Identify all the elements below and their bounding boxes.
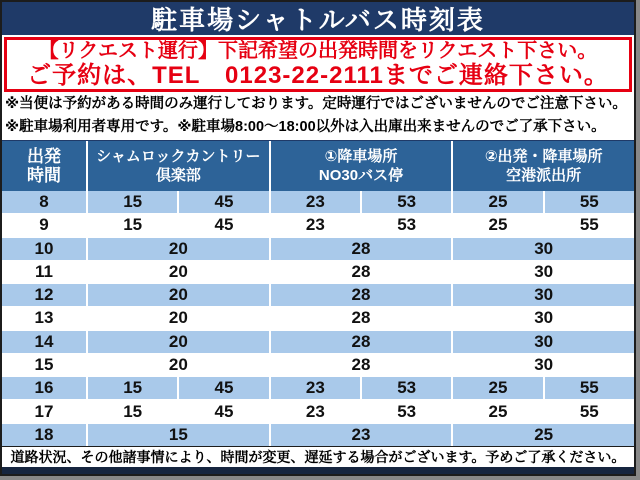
minute-cell: 15 (88, 377, 177, 399)
minute-cell: 15 (88, 214, 177, 236)
hour-cell: 15 (2, 354, 86, 376)
timetable-row (2, 191, 634, 213)
minute-cell: 30 (453, 284, 634, 306)
request-notice-phone-line: ご予約は、TEL 0123-22-2111までご連絡下さい。 (27, 62, 609, 89)
header-airport-police-box (453, 141, 634, 191)
minute-cell: 45 (179, 214, 268, 236)
hour-cell: 18 (2, 424, 86, 446)
header-departure-time (2, 141, 86, 191)
timetable-row (2, 307, 634, 329)
minute-cell: 55 (545, 400, 634, 422)
minute-cell: 23 (271, 424, 452, 446)
minute-cell: 45 (179, 400, 268, 422)
request-notice-line1: 【リクエスト運行】下記希望の出発時間をリクエスト下さい。 (38, 40, 598, 62)
minute-cell: 45 (179, 191, 268, 213)
header-shamrock-country-club (88, 141, 269, 191)
timetable-row (2, 400, 634, 422)
minute-cell: 23 (271, 214, 360, 236)
minute-cell: 20 (88, 238, 269, 260)
hour-cell: 9 (2, 214, 86, 236)
timetable (2, 140, 634, 446)
header-text: シャムロックカントリー (96, 148, 261, 165)
minute-cell: 30 (453, 261, 634, 283)
timetable-row (2, 331, 634, 353)
minute-cell: 55 (545, 377, 634, 399)
minute-cell: 30 (453, 307, 634, 329)
header-text: 倶楽部 (155, 167, 201, 184)
hour-cell: 16 (2, 377, 86, 399)
bottom-navy-bar (2, 467, 634, 474)
minute-cell: 28 (271, 331, 452, 353)
minute-cell: 28 (271, 238, 452, 260)
minute-cell: 30 (453, 331, 634, 353)
timetable-row (2, 354, 634, 376)
minute-cell: 20 (88, 354, 269, 376)
minute-cell: 25 (453, 214, 542, 236)
minute-cell: 28 (271, 307, 452, 329)
minute-cell: 30 (453, 238, 634, 260)
minute-cell: 25 (453, 400, 542, 422)
minute-cell: 28 (271, 284, 452, 306)
minute-cell: 53 (362, 400, 451, 422)
minute-cell: 20 (88, 284, 269, 306)
header-text: 空港派出所 (506, 167, 582, 184)
timetable-row (2, 238, 634, 260)
minute-cell: 23 (271, 400, 360, 422)
disclaimer-note-1: ※当便は予約がある時間のみ運行しております。定時運行ではございませんのでご注意下さい。 (5, 96, 627, 112)
timetable-body (2, 191, 634, 446)
minute-cell: 30 (453, 354, 634, 376)
page-title-bar (2, 2, 634, 35)
header-dropoff-no30-bus-stop (271, 141, 452, 191)
minute-cell: 15 (88, 400, 177, 422)
timetable-row (2, 424, 634, 446)
minute-cell: 20 (88, 261, 269, 283)
header-text: 時間 (27, 166, 61, 185)
hour-cell: 14 (2, 331, 86, 353)
minute-cell: 23 (271, 377, 360, 399)
minute-cell: 53 (362, 191, 451, 213)
hour-cell: 13 (2, 307, 86, 329)
minute-cell: 15 (88, 191, 177, 213)
minute-cell: 23 (271, 191, 360, 213)
minute-cell: 25 (453, 191, 542, 213)
hour-cell: 8 (2, 191, 86, 213)
minute-cell: 45 (179, 377, 268, 399)
header-text: 出発 (27, 147, 61, 166)
minute-cell: 15 (88, 424, 269, 446)
hour-cell: 10 (2, 238, 86, 260)
request-notice-box (4, 37, 632, 92)
minute-cell: 55 (545, 214, 634, 236)
disclaimer-note-2: ※駐車場利用者専用です。※駐車場8:00～18:00以外は入出庫出来ませんのでご了承下さい。 (5, 119, 606, 135)
minute-cell: 28 (271, 261, 452, 283)
minute-cell: 25 (453, 424, 634, 446)
minute-cell: 53 (362, 214, 451, 236)
timetable-row (2, 261, 634, 283)
hour-cell: 11 (2, 261, 86, 283)
header-text: NO30バス停 (318, 167, 404, 184)
minute-cell: 20 (88, 331, 269, 353)
disclaimer-notes (2, 92, 634, 140)
footer-disclaimer-text: 道路状況、その他諸事情により、時間が変更、遅延する場合がございます。予めご了承ください。 (10, 449, 626, 465)
footer-disclaimer (2, 446, 634, 467)
page-title: 駐車場シャトルバス時刻表 (151, 5, 485, 35)
header-text: ②出発・降車場所 (484, 148, 603, 165)
timetable-header-row (2, 140, 634, 191)
minute-cell: 28 (271, 354, 452, 376)
header-text: ①降車場所 (324, 148, 398, 165)
timetable-row (2, 284, 634, 306)
timetable-row (2, 214, 634, 236)
hour-cell: 12 (2, 284, 86, 306)
minute-cell: 55 (545, 191, 634, 213)
minute-cell: 25 (453, 377, 542, 399)
hour-cell: 17 (2, 400, 86, 422)
timetable-row (2, 377, 634, 399)
minute-cell: 53 (362, 377, 451, 399)
minute-cell: 20 (88, 307, 269, 329)
